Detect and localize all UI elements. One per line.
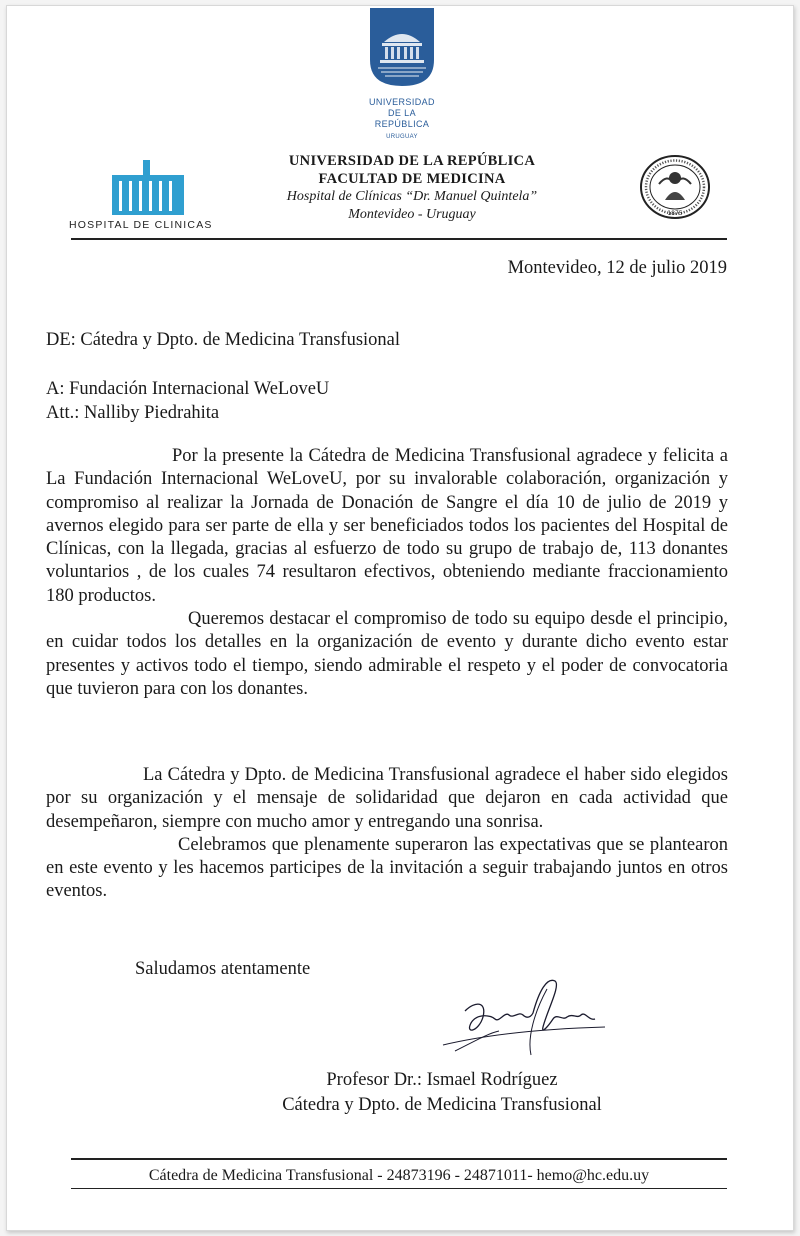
footer-rule-bottom bbox=[71, 1188, 727, 1189]
header-faculty: FACULTAD DE MEDICINA bbox=[318, 171, 506, 187]
footer-rule bbox=[71, 1158, 727, 1160]
letter-attention: Att.: Nalliby Piedrahita bbox=[46, 403, 220, 423]
header-rule bbox=[71, 238, 727, 240]
university-logo-line3: URUGUAY bbox=[386, 134, 418, 140]
paragraph-4: Celebramos que plenamente superaron las expectativas que se plantearon en este evento y les hacemos participes de la invitación a seguir trabajando juntos en otros eventos. bbox=[46, 834, 728, 902]
university-logo bbox=[362, 8, 442, 140]
university-logo-line2: DE LA REPÚBLICA bbox=[374, 108, 430, 129]
hospital-building-icon bbox=[69, 159, 239, 215]
signer-title: Cátedra y Dpto. de Medicina Transfusional bbox=[282, 1095, 602, 1115]
university-logo-line1: UNIVERSIDAD bbox=[369, 97, 435, 107]
footer-contact: Cátedra de Medicina Transfusional - 24873196 - 24871011- hemo@hc.edu.uy bbox=[148, 1167, 650, 1184]
university-emblem-icon bbox=[370, 8, 434, 86]
hospital-logo bbox=[69, 159, 239, 231]
institution-header bbox=[247, 152, 577, 224]
letter-closing: Saludamos atentamente bbox=[135, 959, 311, 979]
letter-to: A: Fundación Internacional WeLoveU bbox=[46, 379, 330, 399]
header-city: Montevideo - Uruguay bbox=[348, 207, 476, 222]
hospital-logo-text: HOSPITAL DE CLINICAS bbox=[69, 219, 213, 231]
faculty-seal bbox=[639, 154, 711, 225]
letter-page bbox=[6, 5, 794, 1231]
letter-from: DE: Cátedra y Dpto. de Medicina Transfusional bbox=[46, 330, 401, 350]
header-hospital: Hospital de Clínicas “Dr. Manuel Quintela” bbox=[286, 189, 538, 204]
paragraph-1: Por la presente la Cátedra de Medicina Transfusional agradece y felicita a La Fundación Internacional WeLoveU, por su invalorable colaboración, organización y compromiso al realizar la Jornada de Donación de Sangre el día 10 de julio de 2019 y avernos elegido para ser parte de ella y ser beneficiados todos los pacientes del Hospital de Clínicas, con la llegada, gracias al esfuerzo de todo su grupo de trabajo de, 113 donantes voluntarios , de los cuales 74 resultaron efectivos, obteniendo mediante fraccionamiento 180 productos. bbox=[46, 446, 728, 606]
letter-body-part1 bbox=[46, 445, 728, 701]
letter-body-part2 bbox=[46, 764, 728, 904]
faculty-seal-icon bbox=[639, 154, 711, 220]
handwritten-signature-icon bbox=[435, 971, 615, 1063]
seal-year: 1875 bbox=[667, 210, 683, 217]
signer-block bbox=[247, 1068, 637, 1118]
header-university: UNIVERSIDAD DE LA REPÚBLICA bbox=[288, 153, 536, 169]
paragraph-3: La Cátedra y Dpto. de Medicina Transfusional agradece el haber sido elegidos por su organización y el mensaje de solidaridad que dejaron en cada actividad que desempeñaron, siempre con mucho amor y entregando una sonrisa. bbox=[46, 765, 728, 832]
signer-name: Profesor Dr.: Ismael Rodríguez bbox=[326, 1070, 558, 1090]
signature bbox=[435, 971, 615, 1068]
paragraph-2: Queremos destacar el compromiso de todo su equipo desde el principio, en cuidar todos los detalles en la organización de evento y durante dicho evento estar presentes y activos todo el tiempo, siendo admirable el respeto y el poder de convocatoria que tuvieron para con los donantes. bbox=[46, 609, 728, 699]
letter-date: Montevideo, 12 de julio 2019 bbox=[507, 258, 727, 278]
